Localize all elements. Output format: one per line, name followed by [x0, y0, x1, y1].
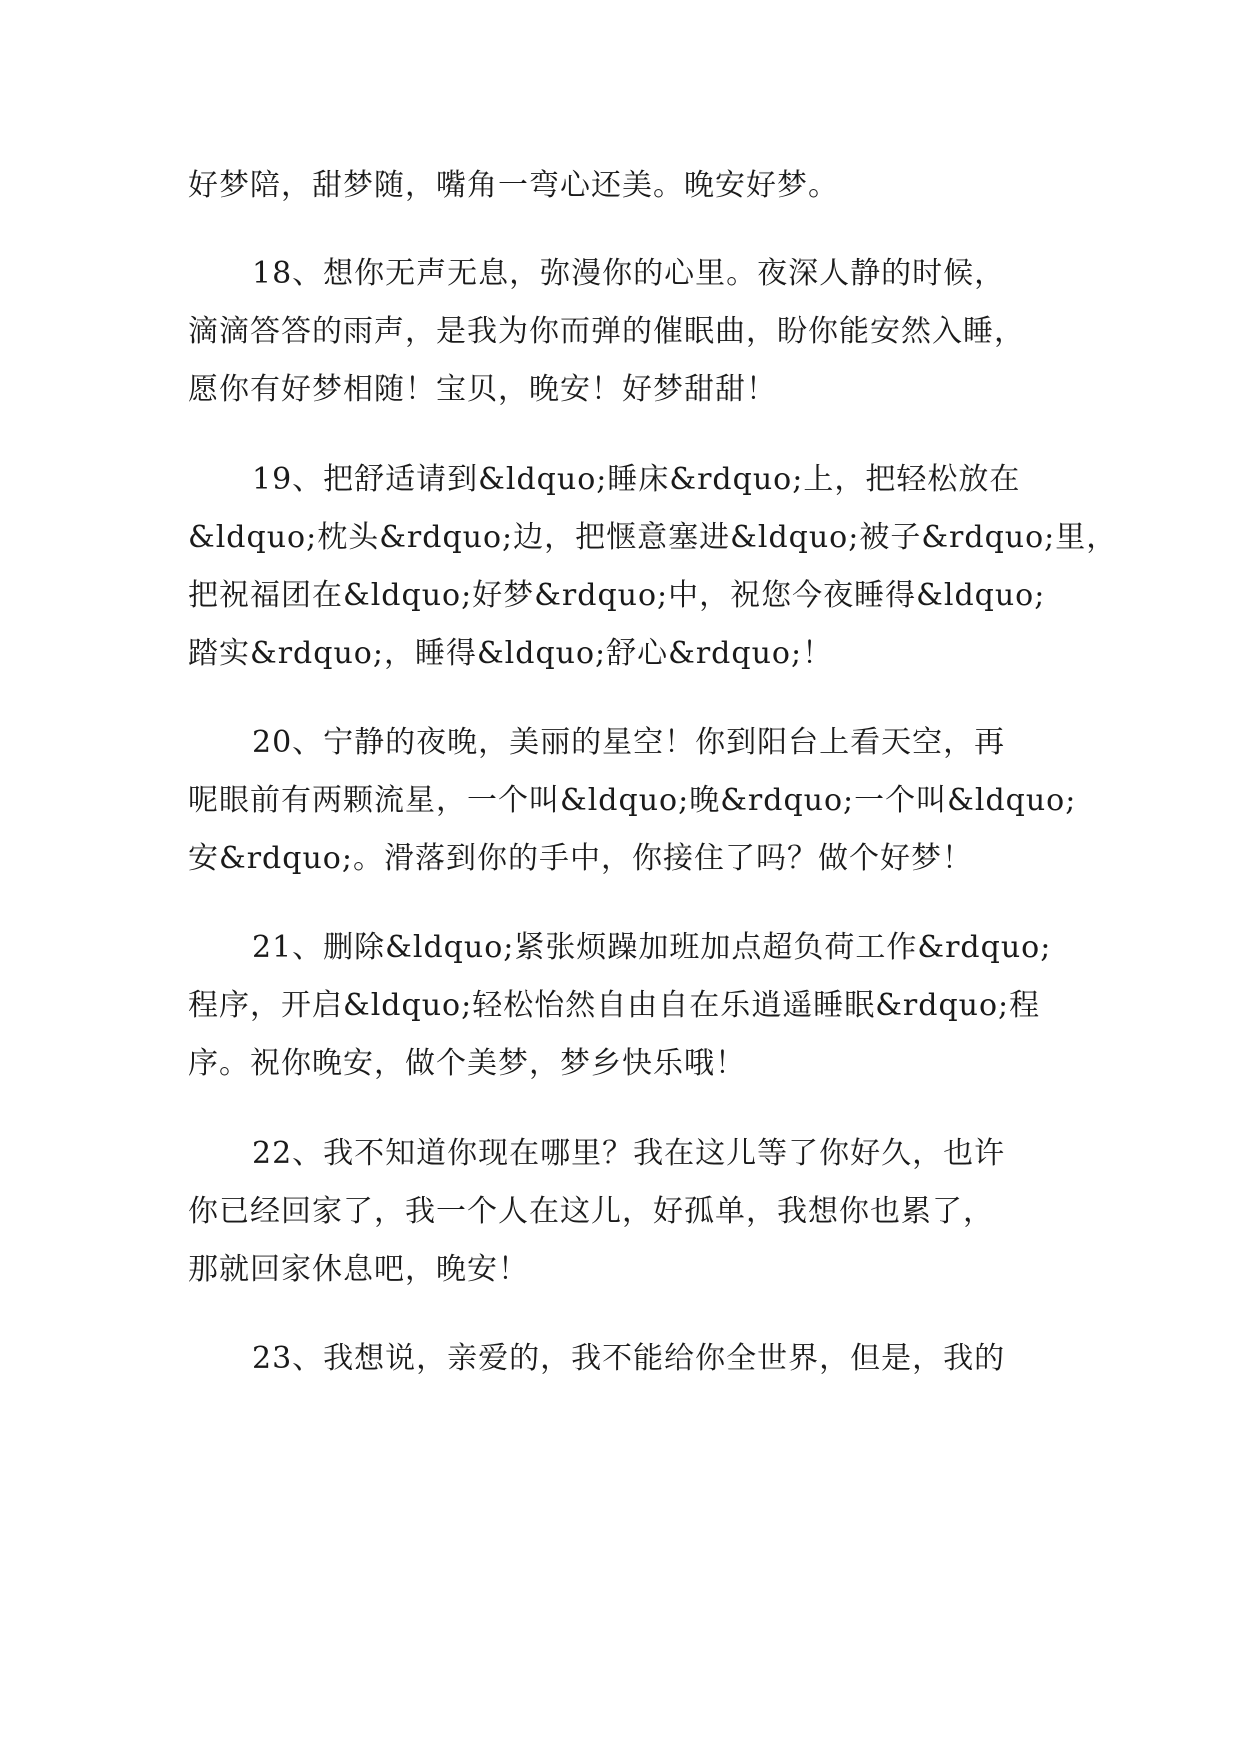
paragraph-line: 23、我想说，亲爱的，我不能给你全世界，但是，我的 [252, 1341, 1006, 1376]
paragraph-20 [188, 714, 1077, 888]
paragraph-18 [188, 245, 1068, 419]
paragraph-line: 踏实&rdquo;，睡得&ldquo;舒心&rdquo;！ [188, 636, 834, 671]
paragraph-continuation [188, 157, 1068, 215]
paragraph-line: 20、宁静的夜晚，美丽的星空！你到阳台上看天空，再 [252, 725, 1006, 760]
paragraph-line: 呢眼前有两颗流星，一个叫&ldquo;晚&rdquo;一个叫&ldquo; [188, 783, 1077, 818]
paragraph-23 [188, 1330, 1068, 1388]
paragraph-21 [188, 919, 1068, 1093]
paragraph-22 [188, 1125, 1068, 1299]
paragraph-line: 21、删除&ldquo;紧张烦躁加班加点超负荷工作&rdquo; [252, 930, 1052, 965]
paragraph-line: 程序，开启&ldquo;轻松怡然自由自在乐逍遥睡眠&rdquo;程 [188, 988, 1041, 1023]
paragraph-line: 18、想你无声无息，弥漫你的心里。夜深人静的时候， [252, 256, 1006, 291]
paragraph-19 [188, 451, 1118, 683]
paragraph-line: 把祝福团在&ldquo;好梦&rdquo;中，祝您今夜睡得&ldquo; [188, 578, 1046, 613]
paragraph-line: 22、我不知道你现在哪里？我在这儿等了你好久，也许 [252, 1136, 1006, 1171]
paragraph-line: 你已经回家了，我一个人在这儿，好孤单，我想你也累了， [188, 1194, 994, 1229]
paragraph-line: 愿你有好梦相随！宝贝，晚安！好梦甜甜！ [188, 372, 777, 407]
paragraph-line: 那就回家休息吧，晚安！ [188, 1252, 529, 1287]
paragraph-line: 安&rdquo;。滑落到你的手中，你接住了吗？做个好梦！ [188, 841, 973, 876]
paragraph-line: 好梦陪，甜梦随，嘴角一弯心还美。晚安好梦。 [188, 168, 839, 203]
paragraph-line: 滴滴答答的雨声，是我为你而弹的催眠曲，盼你能安然入睡， [188, 314, 1025, 349]
paragraph-line: 19、把舒适请到&ldquo;睡床&rdquo;上，把轻松放在 [252, 462, 1021, 497]
paragraph-line: 序。祝你晚安，做个美梦，梦乡快乐哦！ [188, 1046, 746, 1081]
paragraph-line: &ldquo;枕头&rdquo;边，把惬意塞进&ldquo;被子&rdquo;里， [188, 520, 1118, 555]
